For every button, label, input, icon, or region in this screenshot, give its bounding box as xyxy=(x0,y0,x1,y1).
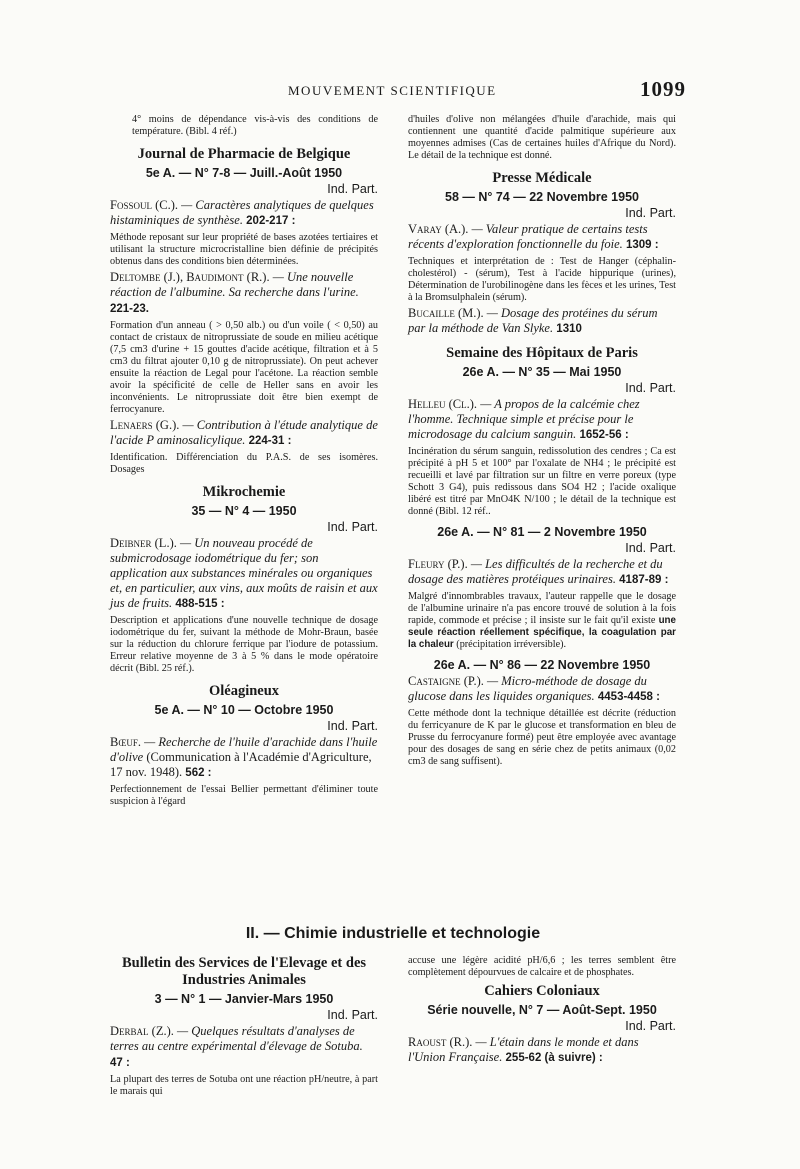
continued-text: accuse une légère acidité pH/6,6 ; les terres semblent être complètement dépourvues de calcaire et de phosphates. xyxy=(408,955,676,978)
entry-note: (Communication à l'Académie d'Agriculture, 17 nov. 1948). xyxy=(110,750,372,779)
issue-line: 5e A. — N° 10 — Octobre 1950 xyxy=(154,703,334,717)
entry-author: Bœuf. xyxy=(110,735,141,749)
entry-description: Incinération du sérum sanguin, redissolution des cendres ; Ca est précipité à pH 5 et 100° par l'oxalate de NH4 ; le précipité est recueilli et lavé par filtration sur un filtre en verre poreux (type Schott 3 G4), puis redissous dans SO4 H2 ; l'acide oxalique libéré est titré par MnO4K N/100 ; le détail de la technique est donné (Bibl. 12 réf.. xyxy=(408,446,676,517)
entry-pages: 562 : xyxy=(182,767,212,779)
bottom-right-column xyxy=(408,955,676,1066)
journal-title: Journal de Pharmacie de Belgique xyxy=(137,146,351,162)
bibliography-entry xyxy=(110,536,378,612)
issue-line: 3 — N° 1 — Janvier-Mars 1950 xyxy=(154,992,334,1006)
entry-description: Perfectionnement de l'essai Bellier permettant d'éliminer toute suspicion à l'égard xyxy=(110,784,378,807)
journal-title: Oléagineux xyxy=(208,683,280,699)
left-column xyxy=(110,114,378,808)
bibliography-entry xyxy=(110,418,378,449)
bibliography-entry xyxy=(408,674,676,705)
entry-pages: 1309 : xyxy=(622,239,659,251)
bibliography-entry xyxy=(408,557,676,588)
entry-title: — L'étain dans le monde et dans l'Union Française. xyxy=(408,1035,639,1064)
entry-title: — Une nouvelle réaction de l'albumine. Sa recherche dans l'urine. xyxy=(110,270,359,299)
bibliography-entry xyxy=(110,735,378,781)
entry-title: — Les difficultés de la recherche et du dosage des matières protéiques urinaires. xyxy=(408,557,663,586)
bibliography-entry xyxy=(110,198,378,229)
entry-author: Bucaille (M.). xyxy=(408,306,484,320)
bibliography-entry xyxy=(408,1035,676,1066)
ind-part: Ind. Part. xyxy=(327,182,378,196)
entry-description xyxy=(408,591,676,651)
desc-text: Malgré d'innombrables travaux, l'auteur rappelle que le dosage de l'albumine urinaire n'a pas encore trouvé de solution à la fois rapide, commode et précise ; il insiste sur le fait qu'il existe xyxy=(408,591,676,626)
journal-title: Presse Médicale xyxy=(492,170,592,186)
journal-title: Cahiers Coloniaux xyxy=(484,983,600,999)
entry-title: — Dosage des protéines du sérum par la méthode de Van Slyke. xyxy=(408,306,658,335)
entry-description: Méthode reposant sur leur propriété de bases azotées tertiaires et utilisant la structure microcristalline bien définie de précipités obtenus dans des conditions bien déterminées. xyxy=(110,232,378,267)
entry-description: Formation d'un anneau ( > 0,50 alb.) ou d'un voile ( < 0,50) au contact de cristaux de nitroprussiate de soude en milieu acétique (7,5 cm3 d'urine + 15 gouttes d'acide acétique, filtration et à 5 cm3 du filtrat ajouter 0,10 g de nitroprussiate). On peut achever ensuite la réaction de Legal pour l'acétone. La réaction semble avoir la spécificité de celle de Heller sans en avoir les inconvénients. Le nitroprussiate doit être bien exempt de ferrocyanure. xyxy=(110,320,378,415)
ind-part: Ind. Part. xyxy=(327,719,378,733)
entry-pages: 202-217 : xyxy=(242,215,296,227)
entry-author: Castaigne (P.). xyxy=(408,674,484,688)
continued-text: 4° moins de dépendance vis-à-vis des conditions de température. (Bibl. 4 réf.) xyxy=(132,114,378,137)
entry-description: Identification. Différenciation du P.A.S. de ses isomères. Dosages xyxy=(110,452,378,475)
entry-author: Deibner (L.). xyxy=(110,536,177,550)
entry-title: — Un nouveau procédé de submicrodosage iodométrique du fer; son application aux substances minérales ou organiques et, en particulier, aux vins, aux moûts de raisin et aux jus de fruits. xyxy=(110,536,378,610)
ind-part: Ind. Part. xyxy=(625,381,676,395)
entry-pages: 488-515 : xyxy=(172,598,225,610)
issue-line: 58 — N° 74 — 22 Novembre 1950 xyxy=(445,190,639,204)
entry-author: Raoust (R.). xyxy=(408,1035,473,1049)
bibliography-entry xyxy=(408,397,676,443)
entry-author: Varay (A.). xyxy=(408,222,469,236)
journal-title: Semaine des Hôpitaux de Paris xyxy=(446,345,638,361)
entry-pages: 255-62 (à suivre) : xyxy=(502,1052,603,1064)
entry-pages: 47 : xyxy=(110,1057,130,1069)
entry-title: — Quelques résultats d'analyses de terres au centre expérimental d'élevage de Sotuba. xyxy=(110,1024,363,1053)
section-heading: II. — Chimie industrielle et technologie xyxy=(245,925,541,942)
right-column xyxy=(408,114,676,768)
ind-part: Ind. Part. xyxy=(327,520,378,534)
page-number: 1099 xyxy=(640,77,686,101)
bottom-left-column xyxy=(110,955,378,1098)
entry-author: Helleu (Cl.). xyxy=(408,397,478,411)
issue-line: 5e A. — N° 7-8 — Juill.-Août 1950 xyxy=(145,166,343,180)
bibliography-entry xyxy=(110,1024,378,1071)
bibliography-entry xyxy=(408,222,676,253)
entry-pages: 224-31 : xyxy=(245,435,292,447)
bibliography-entry xyxy=(110,270,378,317)
ind-part: Ind. Part. xyxy=(625,206,676,220)
entry-author: Derbal (Z.). xyxy=(110,1024,174,1038)
entry-author: Deltombe (J.), Baudimont (R.). xyxy=(110,270,270,284)
ind-part: Ind. Part. xyxy=(327,1008,378,1022)
entry-description: Techniques et interprétation de : Test de Hanger (céphalin-cholestérol) - (sérum), Test à l'acide hippurique (urines), Détermination de l'urobilinogène dans les fèces et les urines, Test à la Bromsulphalein (sérum). xyxy=(408,256,676,303)
entry-pages: 221-23. xyxy=(110,303,150,315)
issue-line: Série nouvelle, N° 7 — Août-Sept. 1950 xyxy=(427,1003,657,1017)
desc-emphasis: une seule réaction réellement spécifique, la coagulation par la chaleur xyxy=(408,615,676,650)
entry-author: Fossoul (C.). xyxy=(110,198,178,212)
journal-title: Bulletin des Services de l'Elevage et des Industries Animales xyxy=(121,955,367,988)
entry-author: Fleury (P.). xyxy=(408,557,468,571)
entry-title: — Micro-méthode de dosage du glucose dans les liquides organiques. xyxy=(408,674,647,703)
entry-pages: 4187-89 : xyxy=(615,574,669,586)
entry-author: Lenaers (G.). xyxy=(110,418,180,432)
entry-title: — Contribution à l'étude analytique de l'acide P aminosalicylique. xyxy=(110,418,378,447)
entry-title: — A propos de la calcémie chez l'homme. Technique simple et précise pour le microdosage du calcium sanguin. xyxy=(408,397,640,441)
entry-pages: 1652-56 : xyxy=(576,429,629,441)
bibliography-entry xyxy=(408,306,676,337)
issue-line: 26e A. — N° 81 — 2 Novembre 1950 xyxy=(437,525,647,539)
journal-title: Mikrochemie xyxy=(202,484,286,500)
desc-text: (précipitation irréversible). xyxy=(453,639,567,650)
ind-part: Ind. Part. xyxy=(625,1019,676,1033)
entry-description: Cette méthode dont la technique détaillée est décrite (réduction du ferricyanure de K par le glucose et transformation en bleu de Prusse du ferrocyanure formé) peut être employée avec avantage pour des dosages de sang en série chez de petits animaux (0,02 cm3 de sang suffisent). xyxy=(408,708,676,767)
issue-line: 26e A. — N° 35 — Mai 1950 xyxy=(462,365,622,379)
entry-title: — Recherche de l'huile d'arachide dans l'huile d'olive xyxy=(110,735,378,764)
continued-text: d'huiles d'olive non mélangées d'huile d'arachide, mais qui contiennent une quantité d'acide palmitique supérieure aux moyennes admises (Cas de certaines huiles d'Afrique du Nord). Le détail de la technique est donné. xyxy=(408,114,676,161)
entry-pages: 4453-4458 : xyxy=(594,691,660,703)
entry-description: La plupart des terres de Sotuba ont une réaction pH/neutre, à part le marais qui xyxy=(110,1074,378,1097)
running-header: MOUVEMENT SCIENTIFIQUE xyxy=(288,83,497,98)
entry-pages: 1310 xyxy=(553,323,582,335)
entry-description: Description et applications d'une nouvelle technique de dosage iodométrique du fer, suivant la méthode de Mohr-Braun, basée sur la réduction du chlorure ferrique par l'iodure de potassium. Erreur relative moyenne de 3 à 5 % dans le mode opératoire décrit (Bibl. 25 réf.). xyxy=(110,615,378,674)
issue-line: 35 — N° 4 — 1950 xyxy=(191,504,297,518)
entry-title: — Valeur pratique de certains tests récents d'exploration fonctionnelle du foie. xyxy=(408,222,648,251)
entry-title: — Caractères analytiques de quelques histaminiques de synthèse. xyxy=(110,198,374,227)
issue-line: 26e A. — N° 86 — 22 Novembre 1950 xyxy=(433,658,651,672)
ind-part: Ind. Part. xyxy=(625,541,676,555)
